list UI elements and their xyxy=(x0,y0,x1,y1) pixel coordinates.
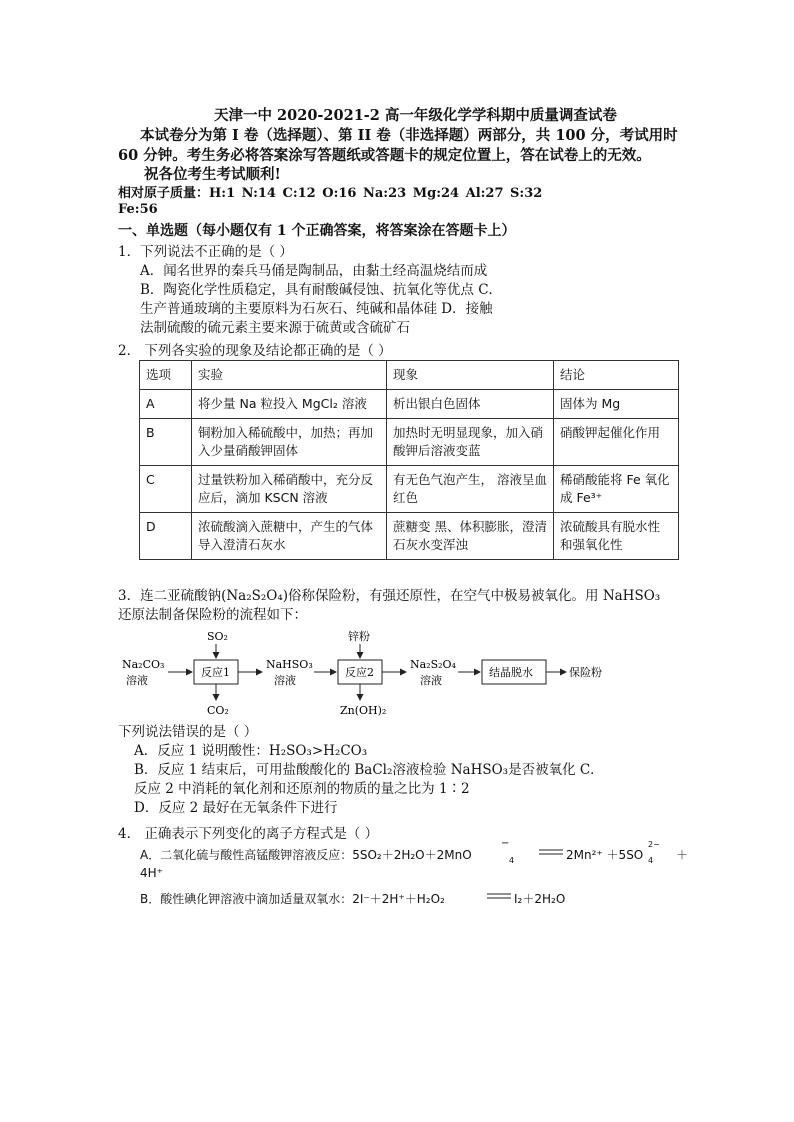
crystallize-label: 结晶脱水 xyxy=(489,666,533,679)
header-conclusion: 结论 xyxy=(554,361,679,390)
cell-conclusion: 稀硝酸能将 Fe 氧化成 Fe³⁺ xyxy=(554,466,679,513)
equals-sign xyxy=(486,892,512,902)
exam-greeting: 祝各位考生考试顺利! xyxy=(144,166,281,183)
table-row xyxy=(140,466,679,513)
cell-conclusion: 硝酸钾起催化作用 xyxy=(554,419,679,466)
table-row xyxy=(140,419,679,466)
atomic-mass-line1: 相对原子质量：H:1 N:14 C:12 O:16 Na:23 Mg:24 Al:27 S:32 xyxy=(118,186,543,201)
header-experiment: 实验 xyxy=(192,361,387,390)
cell-experiment: 浓硫酸滴入蔗糖中，产生的气体导入澄清石灰水 xyxy=(192,513,387,560)
cell-option: D xyxy=(140,513,192,560)
exam-instructions-line1: 本试卷分为第 I 卷（选择题）、第 II 卷（非选择题）两部分，共 100 分，考试用时 xyxy=(140,127,678,144)
mid-sub: 溶液 xyxy=(274,674,296,687)
q4-option-a-so4-sub: 4 xyxy=(648,856,654,865)
page-title: 天津一中 2020-2021-2 高一年级化学学科期中质量调查试卷 xyxy=(214,107,617,124)
q1-option-d: 法制硫酸的硫元素主要来源于硫黄或含硫矿石 xyxy=(140,320,410,336)
q3-ask: 下列说法错误的是（ ） xyxy=(118,724,258,740)
q1-option-c: 生产普通玻璃的主要原料为石灰石、纯碱和晶体硅 D．接触 xyxy=(140,301,493,317)
cell-phenomenon: 加热时无明显现象，加入硝酸钾后溶液变蓝 xyxy=(387,419,554,466)
q3-option-d: D．反应 2 最好在无氧条件下进行 xyxy=(134,800,338,816)
cell-phenomenon: 有无色气泡产生， 溶液呈血红色 xyxy=(387,466,554,513)
mid-formula: NaHSO₃ xyxy=(266,658,313,671)
cell-conclusion: 浓硫酸具有脱水性和强氧化性 xyxy=(554,513,679,560)
reaction1-label: 反应1 xyxy=(201,666,230,679)
process-flow-diagram xyxy=(118,628,638,722)
start-formula: Na₂CO₃ xyxy=(122,658,165,671)
cell-option: C xyxy=(140,466,192,513)
q2-stem: 2． 下列各实验的现象及结论都正确的是（ ） xyxy=(118,343,392,359)
q4-option-a-right: 2Mn²⁺ ＋5SO xyxy=(566,848,644,862)
q3-option-a: A．反应 1 说明酸性：H₂SO₃>H₂CO₃ xyxy=(134,743,368,759)
cell-conclusion: 固体为 Mg xyxy=(554,390,679,419)
q3-stem-line2: 还原法制备保险粉的流程如下： xyxy=(118,607,307,623)
equals-sign xyxy=(538,848,564,858)
cell-option: B xyxy=(140,419,192,466)
end-formula: Na₂S₂O₄ xyxy=(410,658,456,671)
header-phenomenon: 现象 xyxy=(387,361,554,390)
cell-experiment: 将少量 Na 粒投入 MgCl₂ 溶液 xyxy=(192,390,387,419)
header-option: 选项 xyxy=(140,361,192,390)
product-label: 保险粉 xyxy=(569,666,602,679)
q4-option-a-line2: 4H⁺ xyxy=(140,866,163,880)
q4-option-a-charge: 2− xyxy=(648,840,660,849)
so2-label: SO₂ xyxy=(207,630,228,643)
q4-stem: 4． 正确表示下列变化的离子方程式是（ ） xyxy=(118,826,379,842)
znoh-label: Zn(OH)₂ xyxy=(340,704,387,717)
exam-instructions-line2: 60 分钟。考生务必将答案涂写答题纸或答题卡的规定位置上，答在试卷上的无效。 xyxy=(118,147,651,164)
q4-option-a-minus: − xyxy=(501,838,510,849)
q1-option-a: A．闻名世界的秦兵马俑是陶制品，由黏土经高温烧结而成 xyxy=(140,263,488,279)
q3-option-c: 反应 2 中消耗的氧化剂和还原剂的物质的量之比为 1∶2 xyxy=(134,781,470,797)
co2-label: CO₂ xyxy=(207,704,229,717)
q1-option-b: B．陶瓷化学性质稳定，具有耐酸碱侵蚀、抗氧化等优点 C． xyxy=(140,282,503,298)
cell-phenomenon: 析出银白色固体 xyxy=(387,390,554,419)
reaction2-label: 反应2 xyxy=(345,666,374,679)
q1-stem: 1．下列说法不正确的是（ ） xyxy=(118,244,293,260)
table-row xyxy=(140,513,679,560)
q3-option-b: B．反应 1 结束后，可用盐酸酸化的 BaCl₂溶液检验 NaHSO₃是否被氧化 C． xyxy=(134,762,604,778)
cell-phenomenon: 蔗糖变 黑、体积膨胀，澄清石灰水变浑浊 xyxy=(387,513,554,560)
atomic-mass-line2: Fe:56 xyxy=(118,202,158,217)
section-heading: 一、单选题（每小题仅有 1 个正确答案，将答案涂在答题卡上） xyxy=(118,223,516,239)
zinc-label: 锌粉 xyxy=(348,630,370,643)
q4-option-a-text: A．二氧化硫与酸性高锰酸钾溶液反应：5SO₂＋2H₂O＋2MnO xyxy=(140,848,472,862)
end-sub: 溶液 xyxy=(420,674,442,687)
q4-option-a-sub4: 4 xyxy=(509,856,515,865)
q3-stem-line1: 3．连二亚硫酸钠(Na₂S₂O₄)俗称保险粉，有强还原性，在空气中极易被氧化。用 NaHSO₃ xyxy=(118,588,661,604)
start-sub: 溶液 xyxy=(126,674,148,687)
cell-experiment: 铜粉加入稀硫酸中，加热；再加入少量硝酸钾固体 xyxy=(192,419,387,466)
q4-option-a-plus: ＋ xyxy=(676,848,689,862)
q4-option-b-text: B．酸性碘化钾溶液中滴加适量双氧水：2I⁻＋2H⁺＋H₂O₂ xyxy=(140,892,445,906)
table-row xyxy=(140,390,679,419)
table-header-row xyxy=(140,361,679,390)
cell-experiment: 过量铁粉加入稀硝酸中，充分反应后，滴加 KSCN 溶液 xyxy=(192,466,387,513)
q4-option-b-right: I₂＋2H₂O xyxy=(514,892,566,906)
q2-table xyxy=(139,360,679,560)
cell-option: A xyxy=(140,390,192,419)
